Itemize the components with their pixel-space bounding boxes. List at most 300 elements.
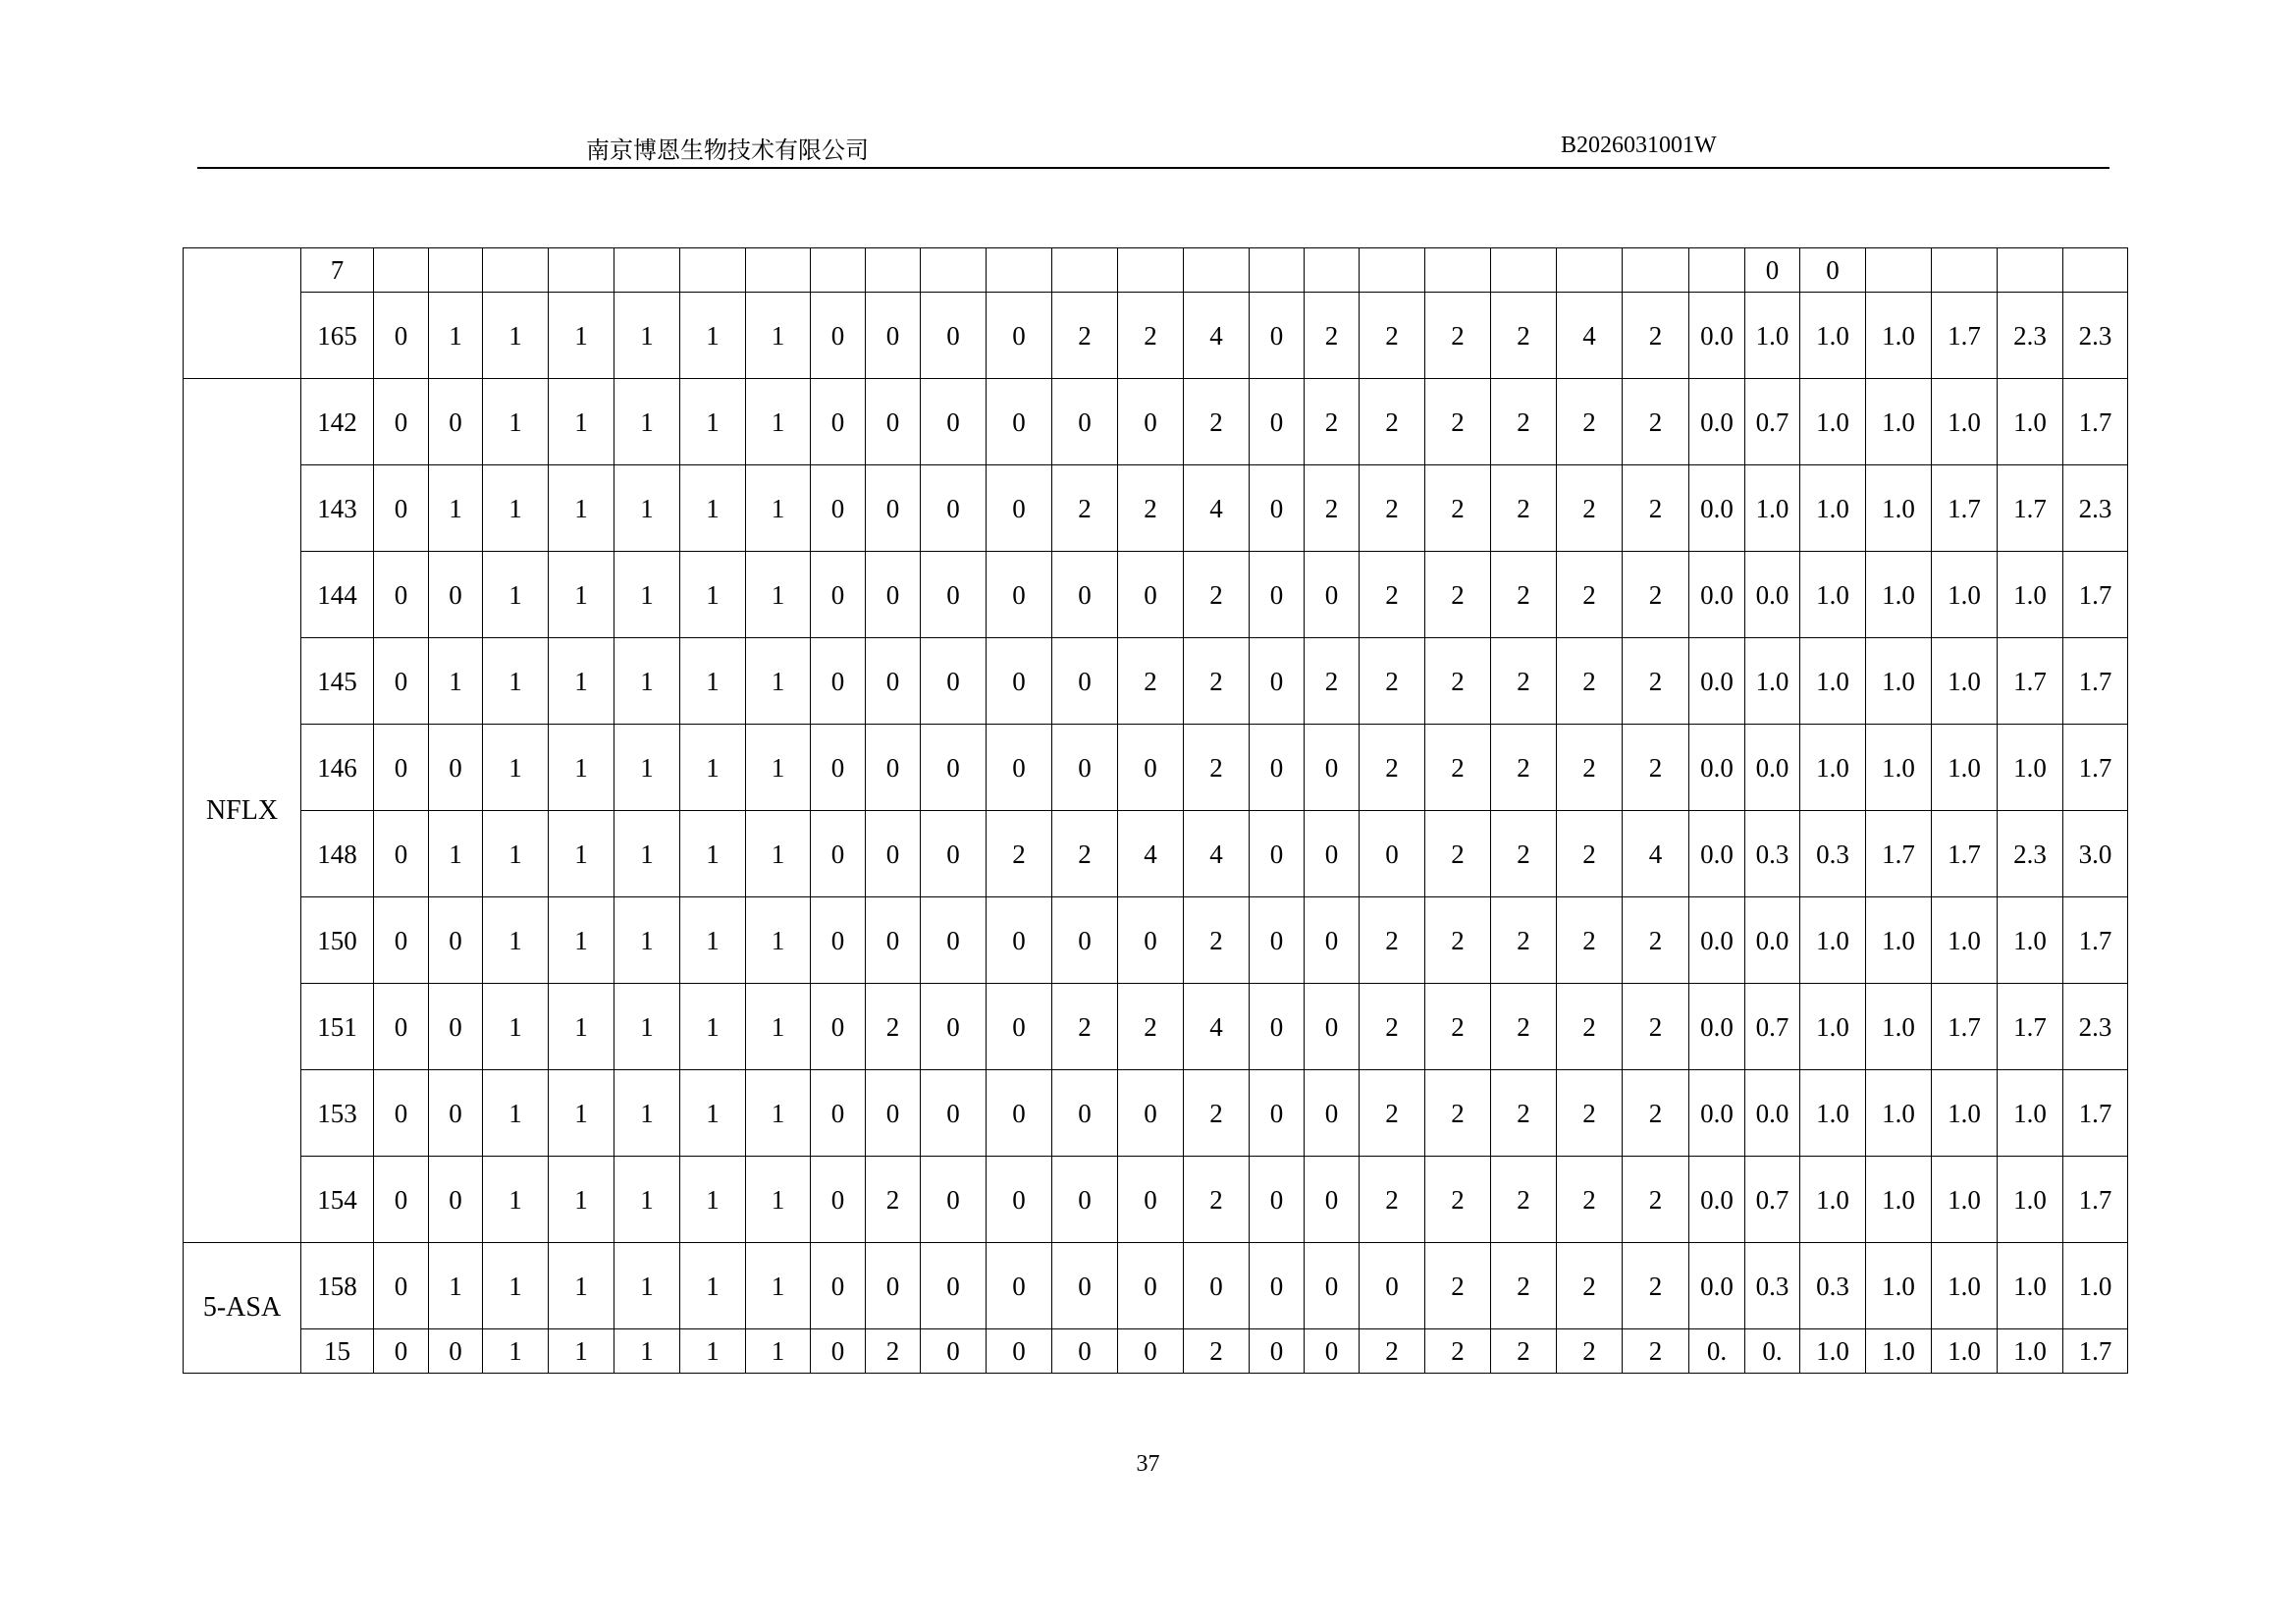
value-cell [746, 248, 811, 293]
value-cell: 1.0 [1800, 897, 1866, 984]
value-cell: 1 [549, 1070, 614, 1157]
value-cell: 2 [1623, 379, 1689, 465]
value-cell [1866, 248, 1932, 293]
value-cell: 1.0 [1800, 638, 1866, 725]
value-cell: 0 [429, 897, 483, 984]
value-cell: 0 [374, 379, 429, 465]
value-cell: 1.0 [1932, 897, 1998, 984]
value-cell: 1 [614, 552, 680, 638]
sample-id-cell: 7 [301, 248, 374, 293]
value-cell: 2 [1184, 1157, 1250, 1243]
value-cell: 1.0 [1866, 638, 1932, 725]
value-cell: 0 [1052, 638, 1118, 725]
value-cell: 1 [549, 379, 614, 465]
value-cell: 2 [1557, 465, 1623, 552]
value-cell [1932, 248, 1998, 293]
value-cell: 0 [921, 897, 987, 984]
value-cell: 1 [483, 638, 549, 725]
value-cell: 1 [614, 293, 680, 379]
value-cell: 0.0 [1689, 552, 1745, 638]
value-cell: 2 [1425, 1157, 1491, 1243]
value-cell: 0 [866, 552, 921, 638]
value-cell: 0 [1118, 1243, 1184, 1329]
value-cell: 1 [680, 552, 746, 638]
value-cell: 0 [987, 725, 1052, 811]
value-cell: 1.0 [2063, 1243, 2128, 1329]
value-cell: 0 [987, 638, 1052, 725]
value-cell: 1.7 [1932, 984, 1998, 1070]
value-cell: 0 [921, 984, 987, 1070]
value-cell: 0 [374, 638, 429, 725]
value-cell: 2 [1425, 379, 1491, 465]
value-cell: 0 [1305, 552, 1360, 638]
value-cell: 0 [1305, 1157, 1360, 1243]
value-cell: 0 [1305, 1329, 1360, 1374]
value-cell: 2 [1305, 379, 1360, 465]
value-cell [374, 248, 429, 293]
value-cell: 0 [1118, 552, 1184, 638]
value-cell [1250, 248, 1305, 293]
value-cell: 2 [1491, 552, 1557, 638]
value-cell: 1.7 [2063, 1329, 2128, 1374]
value-cell: 1.0 [1932, 725, 1998, 811]
value-cell: 1 [746, 552, 811, 638]
value-cell: 0 [987, 984, 1052, 1070]
value-cell: 1.7 [1932, 465, 1998, 552]
value-cell: 1 [680, 1157, 746, 1243]
value-cell: 1 [746, 293, 811, 379]
value-cell: 2 [1623, 293, 1689, 379]
value-cell: 2 [1360, 897, 1425, 984]
value-cell [1623, 248, 1689, 293]
value-cell: 1 [549, 1329, 614, 1374]
value-cell: 2 [1623, 638, 1689, 725]
value-cell: 2 [1557, 811, 1623, 897]
value-cell [1557, 248, 1623, 293]
sample-id-cell: 148 [301, 811, 374, 897]
value-cell: 0.0 [1689, 725, 1745, 811]
value-cell: 2 [1184, 1070, 1250, 1157]
value-cell: 2 [1557, 1243, 1623, 1329]
value-cell: 2 [1557, 1329, 1623, 1374]
value-cell: 0 [1745, 248, 1800, 293]
value-cell: 2 [1557, 1157, 1623, 1243]
value-cell: 0 [811, 1070, 866, 1157]
value-cell: 0 [374, 1070, 429, 1157]
value-cell: 1.0 [1866, 725, 1932, 811]
value-cell: 1.7 [1998, 638, 2063, 725]
value-cell: 1.0 [1866, 552, 1932, 638]
value-cell: 0 [1250, 552, 1305, 638]
value-cell: 0 [866, 1243, 921, 1329]
value-cell: 2 [1623, 1243, 1689, 1329]
value-cell: 0 [1250, 1157, 1305, 1243]
value-cell: 1 [549, 1157, 614, 1243]
value-cell: 2 [1360, 638, 1425, 725]
sample-id-cell: 15 [301, 1329, 374, 1374]
value-cell: 1 [746, 984, 811, 1070]
value-cell: 1 [483, 1157, 549, 1243]
value-cell: 0 [429, 1070, 483, 1157]
value-cell: 0 [921, 293, 987, 379]
value-cell [1184, 248, 1250, 293]
value-cell: 1 [680, 811, 746, 897]
value-cell: 0 [1052, 1070, 1118, 1157]
value-cell: 2 [1491, 984, 1557, 1070]
value-cell: 1 [549, 552, 614, 638]
value-cell: 1.0 [1998, 1243, 2063, 1329]
value-cell: 1 [549, 293, 614, 379]
value-cell: 0 [1250, 1329, 1305, 1374]
value-cell: 1.0 [1932, 638, 1998, 725]
value-cell: 1 [746, 1070, 811, 1157]
value-cell: 0 [921, 552, 987, 638]
value-cell: 1 [746, 638, 811, 725]
value-cell: 1 [680, 984, 746, 1070]
value-cell: 2 [1360, 1329, 1425, 1374]
value-cell: 0.0 [1689, 379, 1745, 465]
value-cell: 2 [866, 984, 921, 1070]
value-cell: 0 [1052, 897, 1118, 984]
value-cell: 2 [1623, 465, 1689, 552]
value-cell: 1 [680, 897, 746, 984]
value-cell: 2 [1118, 984, 1184, 1070]
value-cell: 2.3 [2063, 984, 2128, 1070]
value-cell: 1 [483, 1329, 549, 1374]
sample-id-cell: 142 [301, 379, 374, 465]
value-cell: 0 [1052, 725, 1118, 811]
value-cell: 1.0 [1932, 379, 1998, 465]
value-cell: 0.7 [1745, 379, 1800, 465]
value-cell: 0 [374, 1243, 429, 1329]
value-cell: 0 [811, 293, 866, 379]
value-cell: 0 [1118, 1070, 1184, 1157]
sample-id-cell: 153 [301, 1070, 374, 1157]
table-row [184, 1329, 2128, 1374]
value-cell [921, 248, 987, 293]
value-cell: 0.0 [1689, 1243, 1745, 1329]
value-cell: 1 [549, 725, 614, 811]
value-cell: 0 [1052, 1157, 1118, 1243]
value-cell: 4 [1623, 811, 1689, 897]
value-cell: 1.7 [2063, 725, 2128, 811]
value-cell: 0 [429, 1329, 483, 1374]
group-label-nflx: NFLX [184, 379, 301, 1243]
value-cell: 2 [1425, 638, 1491, 725]
value-cell: 1 [429, 1243, 483, 1329]
value-cell: 2 [1305, 293, 1360, 379]
value-cell: 0 [811, 1243, 866, 1329]
table-row [184, 552, 2128, 638]
value-cell: 1 [429, 465, 483, 552]
value-cell: 0 [1250, 984, 1305, 1070]
value-cell: 2 [1491, 1157, 1557, 1243]
value-cell: 2 [1360, 465, 1425, 552]
value-cell: 0 [811, 552, 866, 638]
value-cell: 0 [374, 552, 429, 638]
value-cell: 1 [614, 1070, 680, 1157]
value-cell: 0 [1052, 1329, 1118, 1374]
table-row [184, 465, 2128, 552]
value-cell: 2 [1184, 552, 1250, 638]
value-cell: 1 [680, 1243, 746, 1329]
sample-id-cell: 144 [301, 552, 374, 638]
value-cell [1052, 248, 1118, 293]
value-cell: 1 [746, 379, 811, 465]
value-cell: 0 [987, 379, 1052, 465]
value-cell [811, 248, 866, 293]
value-cell: 0.0 [1689, 811, 1745, 897]
value-cell: 0.0 [1745, 897, 1800, 984]
value-cell: 0.0 [1745, 1070, 1800, 1157]
value-cell: 0 [987, 1329, 1052, 1374]
value-cell [866, 248, 921, 293]
value-cell: 0 [921, 638, 987, 725]
value-cell: 1 [483, 725, 549, 811]
value-cell: 1.0 [1800, 1329, 1866, 1374]
sample-id-cell: 154 [301, 1157, 374, 1243]
value-cell: 1.0 [1866, 293, 1932, 379]
value-cell: 0.3 [1800, 811, 1866, 897]
value-cell: 1 [549, 1243, 614, 1329]
value-cell: 1 [680, 725, 746, 811]
value-cell: 1 [746, 897, 811, 984]
value-cell: 0 [1250, 897, 1305, 984]
value-cell: 0 [866, 897, 921, 984]
value-cell [1491, 248, 1557, 293]
value-cell: 1 [614, 725, 680, 811]
value-cell: 2 [1360, 552, 1425, 638]
value-cell: 1.7 [1932, 293, 1998, 379]
value-cell: 1 [614, 897, 680, 984]
value-cell: 1.7 [2063, 897, 2128, 984]
table-row [184, 984, 2128, 1070]
value-cell: 4 [1184, 465, 1250, 552]
value-cell: 2 [1052, 465, 1118, 552]
value-cell: 0 [1305, 725, 1360, 811]
value-cell: 1 [483, 811, 549, 897]
value-cell: 2.3 [2063, 465, 2128, 552]
value-cell: 1.7 [1998, 984, 2063, 1070]
value-cell [2063, 248, 2128, 293]
value-cell: 2 [1491, 1329, 1557, 1374]
table-row [184, 897, 2128, 984]
value-cell: 1 [429, 293, 483, 379]
value-cell: 0.0 [1745, 552, 1800, 638]
value-cell [1305, 248, 1360, 293]
value-cell: 1.7 [2063, 1070, 2128, 1157]
value-cell: 0 [374, 293, 429, 379]
value-cell: 1 [483, 293, 549, 379]
value-cell [1998, 248, 2063, 293]
value-cell: 0 [1052, 552, 1118, 638]
value-cell: 0 [1305, 984, 1360, 1070]
value-cell: 2 [1052, 293, 1118, 379]
value-cell: 0 [1118, 379, 1184, 465]
value-cell: 2 [1305, 638, 1360, 725]
value-cell: 0.0 [1689, 984, 1745, 1070]
value-cell: 2 [1557, 638, 1623, 725]
value-cell: 0 [1250, 725, 1305, 811]
value-cell: 0 [921, 1329, 987, 1374]
page-number: 37 [1136, 1451, 1160, 1477]
value-cell: 0 [811, 1329, 866, 1374]
value-cell: 1 [483, 552, 549, 638]
value-cell: 0 [921, 465, 987, 552]
value-cell: 2 [1623, 552, 1689, 638]
value-cell: 1 [429, 811, 483, 897]
value-cell: 1.0 [1932, 1243, 1998, 1329]
table-row [184, 1157, 2128, 1243]
value-cell: 0 [811, 897, 866, 984]
value-cell: 0.0 [1689, 638, 1745, 725]
value-cell: 0 [987, 465, 1052, 552]
value-cell: 1 [680, 638, 746, 725]
value-cell: 0 [1305, 1070, 1360, 1157]
value-cell: 0 [374, 725, 429, 811]
value-cell: 0 [1250, 1243, 1305, 1329]
value-cell: 0 [811, 379, 866, 465]
value-cell: 1 [429, 638, 483, 725]
value-cell: 1 [680, 379, 746, 465]
value-cell: 1.0 [1800, 984, 1866, 1070]
value-cell: 1 [549, 465, 614, 552]
value-cell: 2 [1118, 293, 1184, 379]
value-cell: 1 [614, 1157, 680, 1243]
value-cell: 2 [1491, 725, 1557, 811]
value-cell: 1 [680, 465, 746, 552]
value-cell: 0 [866, 638, 921, 725]
value-cell: 0 [921, 1157, 987, 1243]
value-cell: 2 [1360, 1070, 1425, 1157]
value-cell: 3.0 [2063, 811, 2128, 897]
value-cell: 2 [1491, 379, 1557, 465]
value-cell: 1.0 [1800, 293, 1866, 379]
value-cell: 0 [866, 293, 921, 379]
value-cell: 0 [921, 379, 987, 465]
value-cell: 0 [1184, 1243, 1250, 1329]
value-cell: 2 [1491, 897, 1557, 984]
value-cell: 2 [1425, 1329, 1491, 1374]
page-header [197, 128, 2109, 169]
value-cell: 1 [680, 1070, 746, 1157]
value-cell: 2 [1360, 293, 1425, 379]
value-cell: 1.0 [1932, 1070, 1998, 1157]
value-cell: 1 [483, 1243, 549, 1329]
value-cell: 1 [680, 1329, 746, 1374]
value-cell: 0 [921, 725, 987, 811]
value-cell: 1.7 [2063, 379, 2128, 465]
value-cell: 1 [614, 1329, 680, 1374]
value-cell: 1.7 [1932, 811, 1998, 897]
value-cell: 2 [1623, 1070, 1689, 1157]
value-cell: 0 [1118, 897, 1184, 984]
value-cell: 0.3 [1745, 1243, 1800, 1329]
value-cell: 1.0 [1800, 1157, 1866, 1243]
value-cell: 2 [1623, 725, 1689, 811]
value-cell: 1 [483, 984, 549, 1070]
value-cell: 1.0 [1998, 725, 2063, 811]
value-cell: 1 [614, 1243, 680, 1329]
value-cell: 1 [614, 984, 680, 1070]
value-cell: 0 [374, 811, 429, 897]
value-cell: 0 [1118, 1157, 1184, 1243]
value-cell: 2 [1184, 638, 1250, 725]
value-cell [1689, 248, 1745, 293]
value-cell [549, 248, 614, 293]
value-cell: 2 [987, 811, 1052, 897]
table-row [184, 1070, 2128, 1157]
value-cell [680, 248, 746, 293]
sample-id-cell: 150 [301, 897, 374, 984]
value-cell: 2 [1425, 1243, 1491, 1329]
value-cell: 0 [866, 725, 921, 811]
value-cell: 1.7 [1866, 811, 1932, 897]
value-cell: 2 [1184, 1329, 1250, 1374]
value-cell: 1.0 [1800, 379, 1866, 465]
value-cell: 1.0 [1745, 293, 1800, 379]
value-cell: 2 [1305, 465, 1360, 552]
company-name: 南京博恩生物技术有限公司 [586, 136, 869, 164]
value-cell: 0 [1250, 465, 1305, 552]
value-cell: 1.7 [2063, 638, 2128, 725]
value-cell: 1 [746, 465, 811, 552]
value-cell: 1.0 [1998, 379, 2063, 465]
value-cell: 0 [429, 984, 483, 1070]
value-cell: 0 [374, 984, 429, 1070]
value-cell: 1.0 [1866, 379, 1932, 465]
value-cell: 1 [746, 1329, 811, 1374]
table-row [184, 1243, 2128, 1329]
value-cell [1360, 248, 1425, 293]
value-cell: 2 [1052, 984, 1118, 1070]
value-cell: 1 [680, 293, 746, 379]
value-cell: 0.0 [1689, 1157, 1745, 1243]
value-cell: 1.0 [1998, 1070, 2063, 1157]
value-cell: 1 [483, 1070, 549, 1157]
value-cell: 2 [1184, 725, 1250, 811]
results-table [183, 247, 2128, 1374]
sample-id-cell: 151 [301, 984, 374, 1070]
value-cell: 2 [1425, 725, 1491, 811]
value-cell: 0 [1118, 725, 1184, 811]
value-cell: 2 [1118, 638, 1184, 725]
value-cell: 2 [1425, 552, 1491, 638]
value-cell: 1.0 [1932, 1157, 1998, 1243]
value-cell: 0.7 [1745, 984, 1800, 1070]
value-cell: 0 [811, 811, 866, 897]
value-cell: 2 [1557, 897, 1623, 984]
value-cell: 2 [1623, 984, 1689, 1070]
value-cell: 1 [549, 638, 614, 725]
sample-id-cell: 158 [301, 1243, 374, 1329]
value-cell: 1.0 [1866, 897, 1932, 984]
value-cell: 1.0 [1800, 725, 1866, 811]
sample-id-cell: 143 [301, 465, 374, 552]
value-cell: 4 [1118, 811, 1184, 897]
value-cell: 0 [811, 638, 866, 725]
value-cell: 2 [1491, 1070, 1557, 1157]
value-cell: 1 [614, 638, 680, 725]
value-cell: 0 [866, 465, 921, 552]
value-cell: 0 [1250, 811, 1305, 897]
value-cell: 2 [1360, 379, 1425, 465]
value-cell [1425, 248, 1491, 293]
value-cell: 2 [866, 1329, 921, 1374]
value-cell: 0.0 [1689, 465, 1745, 552]
value-cell: 1.0 [1998, 1329, 2063, 1374]
value-cell: 2.3 [2063, 293, 2128, 379]
